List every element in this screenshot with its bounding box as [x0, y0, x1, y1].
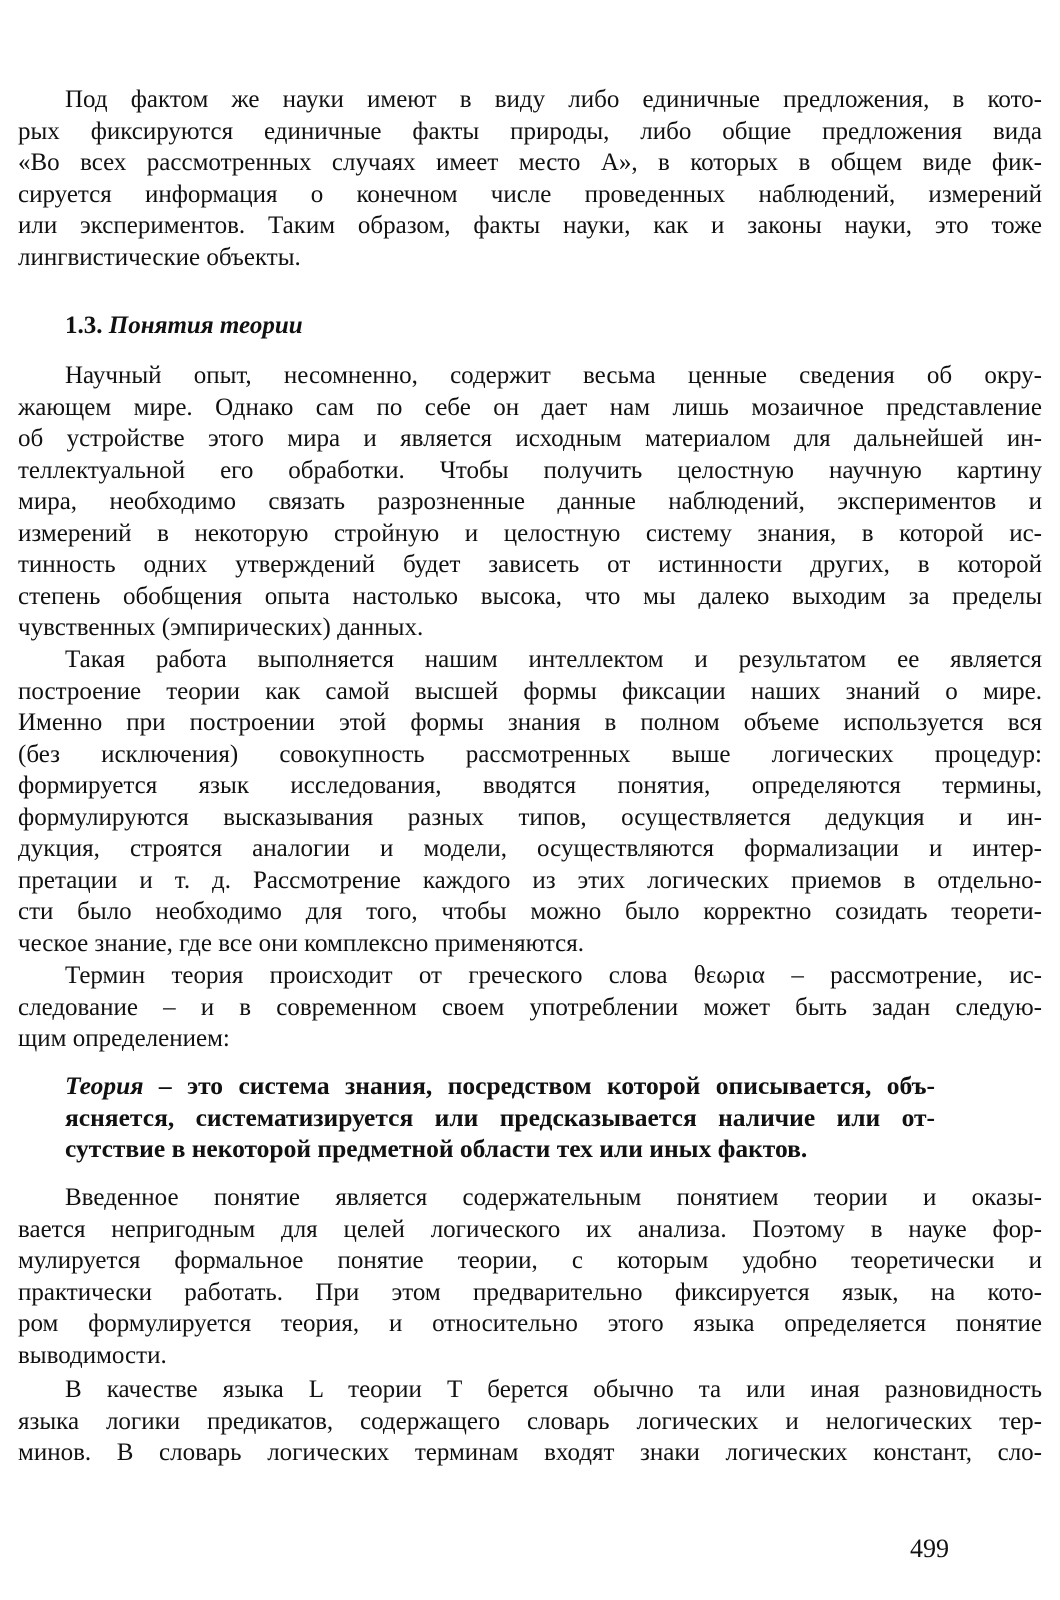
text-line: Именно при построении этой формы знания в полном объеме используется вся: [18, 709, 1042, 736]
text-line: практически работать. При этом предварительно фиксируется язык, на кото-: [18, 1278, 1042, 1306]
paragraph-theory-construction: [18, 644, 1042, 959]
text-line: дукция, строятся аналогии и модели, осуществляются формализации и интер-: [18, 835, 1042, 862]
text-line: сируется информация о конечном числе проведенных наблюдений, измерений: [18, 180, 1042, 208]
section-number: 1.3.: [65, 312, 103, 339]
paragraph-scientific-experience: [18, 360, 1042, 644]
text-line: степень обобщения опыта настолько высока, что мы далеко выходим за пределы: [18, 582, 1042, 610]
definition-term: Теория: [65, 1071, 144, 1100]
text-line: щим определением:: [18, 1025, 230, 1052]
text-line: теллектуальной его обработки. Чтобы получить целостную научную картину: [18, 456, 1042, 484]
text-line: построение теории как самой высшей формы фиксации наших знаний о мире.: [18, 677, 1042, 705]
section-title: Понятия теории: [108, 312, 303, 339]
text-line: чувственных (эмпирических) данных.: [18, 614, 424, 641]
text-line: сти было необходимо для того, чтобы можно было корректно созидать теорети-: [18, 898, 1042, 925]
text-line: измерений в некоторую стройную и целостную систему знания, в которой ис-: [18, 519, 1042, 547]
text-line: жающем мире. Однако сам по себе он дает нам лишь мозаичное представление: [18, 393, 1042, 421]
text-line: ческое знание, где все они комплексно применяются.: [18, 929, 585, 957]
text-line: Под фактом же науки имеют в виду либо единичные предложения, в кото-: [65, 86, 1042, 113]
text-line: тинность одних утверждений будет зависеть от истинности других, в которой: [18, 551, 1042, 578]
section-heading: [65, 312, 303, 340]
definition-line: ясняется, систематизируется или предсказывается наличие или от-: [65, 1102, 935, 1132]
paragraph-formal-theory: [18, 1182, 1042, 1371]
paragraph-facts: [18, 84, 1042, 273]
definition-line: сутствие в некоторой предметной области тех или иных фактов.: [65, 1134, 808, 1163]
text-line: В качестве языка L теории Т берется обычно та или иная разновидность: [65, 1376, 1042, 1403]
text-line: вается непригодным для целей логического их анализа. Поэтому в науке фор-: [18, 1215, 1042, 1243]
text-line: минов. В словарь логических терминам входят знаки логических констант, сло-: [18, 1439, 1042, 1466]
text-line: следование – и в современном своем употреблении может быть задан следую-: [18, 993, 1042, 1021]
text-line: лингвистические объекты.: [18, 243, 301, 271]
text-line: языка логики предикатов, содержащего словарь логических и нелогических тер-: [18, 1407, 1042, 1435]
paragraph-language: [18, 1374, 1042, 1469]
text-line: или экспериментов. Таким образом, факты науки, как и законы науки, это тоже: [18, 212, 1042, 239]
page-number: 499: [910, 1534, 949, 1563]
text-line: Такая работа выполняется нашим интеллектом и результатом ее является: [65, 646, 1042, 673]
text-line: Термин теория происходит от греческого слова θεωρια – рассмотрение, ис-: [65, 962, 1042, 989]
text-line: претации и т. д. Рассмотрение каждого из этих логических приемов в отдельно-: [18, 866, 1042, 894]
text-line: (без исключения) совокупность рассмотренных выше логических процедур:: [18, 740, 1042, 768]
text-line: «Во всех рассмотренных случаях имеет место А», в которых в общем виде фик-: [18, 149, 1042, 176]
text-line: мира, необходимо связать разрозненные данные наблюдений, экспериментов и: [18, 488, 1042, 515]
text-line: Научный опыт, несомненно, содержит весьма ценные сведения об окру-: [65, 362, 1042, 389]
definition-line: [65, 1070, 935, 1102]
text-line: Введенное понятие является содержательным понятием теории и оказы-: [65, 1184, 1042, 1211]
definition-text: – это система знания, посредством которой описывается, объ-: [143, 1071, 935, 1100]
text-line: формируется язык исследования, вводятся понятия, определяются термины,: [18, 772, 1042, 799]
text-line: выводимости.: [18, 1341, 167, 1369]
theory-definition: [65, 1070, 935, 1165]
text-line: мулируется формальное понятие теории, с которым удобно теоретически и: [18, 1247, 1042, 1274]
text-line: формулируются высказывания разных типов, осуществляется дедукция и ин-: [18, 803, 1042, 831]
text-line: ром формулируется теория, и относительно этого языка определяется понятие: [18, 1310, 1042, 1337]
paragraph-term-origin: [18, 960, 1042, 1055]
text-line: об устройстве этого мира и является исходным материалом для дальнейшей ин-: [18, 425, 1042, 452]
text-line: рых фиксируются единичные факты природы, либо общие предложения вида: [18, 117, 1042, 145]
